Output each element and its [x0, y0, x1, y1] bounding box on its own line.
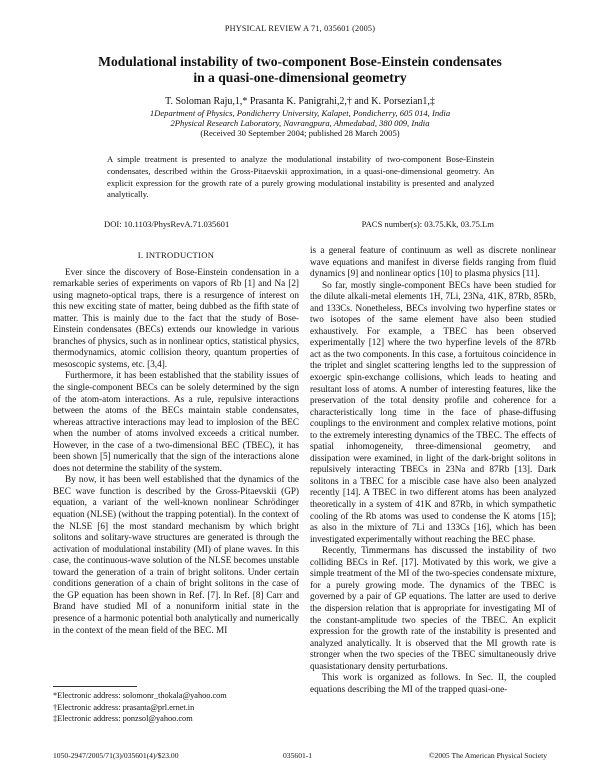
- received-dates: (Received 30 September 2004; published 28 March 2005): [200, 128, 400, 138]
- paragraph: Recently, Timmermans has discussed the instability of two colliding BECs in Ref. [17]. Motivated by this work, we give a simple treatment of the MI of the two-species condensate mixture, for a purely growing mode. The dynamics of the TBEC is governed by a pair of GP equations. The latter are used to derive the dispersion relation that is appropriate for investigating MI of the constant-amplitude two species of the TBEC. An explicit expression for the growth rate of the instability is presented and analyzed analytically. It is observed that the MI growth rate is stronger when the two species of the TBEC simultaneously drive quasistationary density perturbations.: [310, 545, 556, 671]
- paragraph: So far, mostly single-component BECs have been studied for the dilute alkali-metal elements 1H, 7Li, 23Na, 41K, 87Rb, 85Rb, and 133Cs. Nonetheless, BECs involving two hyperfine states or two isotopes of the same element have also been studied exhaustively. For example, a TBEC has been observed experimentally [12] where the two hyperfine levels of the 87Rb act as the two components. In this case, a fortuitous coincidence in the triplet and singlet scattering lengths led to the suppression of exoergic spin-exchange collisions, which leads to heating and resultant loss of atoms. A number of interesting features, like the preservation of the total density profile and coherence for a characteristically long time in the face of phase-diffusing couplings to the environment and complex relative motions, point to the extremely interesting dynamics of the TBEC. The effects of spatial inhomogeneity, three-dimensional geometry, and dissipation were examined, in light of the dark-bright solitons in repulsively interacting TBECs in 23Na and 87Rb [13]. Dark solitons in a TBEC for a miscible case have also been analyzed recently [14]. A TBEC in two different atoms has been analyzed theoretically in a system of 41K and 87Rb, in which sympathetic cooling of the Rb atoms was used to condense the K atoms [15]; as also in the mixture of 7Li and 133Cs [16], which has been investigated experimentally without reaching the BEC phase.: [310, 279, 556, 544]
- doi[interactable]: DOI: 10.1103/PhysRevA.71.035601: [104, 219, 230, 229]
- left-column: [53, 250, 299, 636]
- paragraph: By now, it has been well established that the dynamics of the BEC wave function is described by the Gross-Pitaevskii (GP) equation, a variant of the well-known nonlinear Schrödinger equation (NLSE) (without the trapping potential). In the context of the NLSE [6] the most standard mechanism by which bright solitons and solitary-wave structures are generated is through the activation of modulational instability (MI) of plane waves. In this case, the continuous-wave solution of the NLSE becomes unstable toward the generation of a train of bright solitons. Under certain conditions generation of a chain of bright solitons in the case of the GP equation has been shown in Ref. [7]. In Ref. [8] Carr and Brand have studied MI of a nonuniform initial state in the presence of a harmonic potential both analytically and numerically in the context of the mean field of the BEC. MI: [53, 474, 299, 635]
- right-column: [310, 245, 556, 695]
- footer-issn: 1050-2947/2005/71(3)/035601(4)/$23.00: [53, 751, 179, 760]
- affiliation-1: 1Department of Physics, Pondicherry University, Kalapet, Pondicherry, 605 014, India: [149, 108, 451, 118]
- paragraph: Furthermore, it has been established that the stability issues of the single-component BECs can be solely determined by the sign of the atom-atom interactions. As a rule, repulsive interactions between the atoms of the BECs maintain stable condensates, whereas attractive interactions may lead to implosion of the BEC when the number of atoms involved exceeds a critical number. However, in the case of a two-dimensional BEC (TBEC), it has been shown [5] numerically that the sign of the interactions alone does not determine the stability of the system.: [53, 370, 299, 473]
- abstract: A simple treatment is presented to analyze the modulational instability of two-component Bose-Einstein condensates, described within the Gross-Pitaevskii approximation, in a quasi-one-dimensional geometry. An explicit expression for the growth rate of a purely growing modulational instability is presented and analyzed analytically.: [107, 154, 494, 200]
- paragraph: Ever since the discovery of Bose-Einstein condensation in a remarkable series of experiments on vapors of Rb [1] and Na [2] using magneto-optical traps, there is a resurgence of interest on this new exciting state of matter, being dubbed as the fifth state of matter. This is mainly due to the fact that the study of Bose-Einstein condensates (BECs) extends our knowledge in various branches of physics, such as in nonlinear optics, statistical physics, thermodynamics, atomic collision theory, quantum properties of mesoscopic systems, etc. [3,4].: [53, 266, 299, 369]
- section-heading: I. INTRODUCTION: [137, 250, 215, 260]
- paragraph: This work is organized as follows. In Sec. II, the coupled equations describing the MI of the trapped quasi-one-: [310, 672, 556, 694]
- footnote: *Electronic address: solomonr_thokala@yahoo.com: [53, 691, 227, 700]
- paper-title: [0, 54, 600, 86]
- footnotes: [53, 690, 227, 725]
- authors: T. Soloman Raju,1,* Prasanta K. Panigrahi,2,† and K. Porsezian1,‡: [165, 96, 435, 107]
- footnote: †Electronic address: prasanta@prl.ernet.in: [53, 702, 195, 712]
- footnote: ‡Electronic address: ponzsol@yahoo.com: [53, 714, 193, 724]
- pacs-numbers: PACS number(s): 03.75.Kk, 03.75.Lm: [361, 219, 494, 229]
- title-line-1: Modulational instability of two-component Bose-Einstein condensates: [98, 54, 502, 69]
- footnote-rule: [53, 686, 137, 687]
- journal-header: PHYSICAL REVIEW A 71, 035601 (2005): [224, 24, 376, 33]
- footer-page-number: 035601-1: [283, 751, 313, 760]
- title-line-2: in a quasi-one-dimensional geometry: [193, 70, 407, 85]
- footer-copyright: ©2005 The American Physical Society: [428, 751, 547, 760]
- paragraph: is a general feature of continuum as well as discrete nonlinear wave equations and manifest in diverse fields ranging from fluid dynamics [9] and nonlinear optics [10] to plasma physics [11].: [310, 245, 556, 279]
- affiliation-2: 2Physical Research Laboratory, Navrangpura, Ahmedabad, 380 009, India: [170, 118, 430, 128]
